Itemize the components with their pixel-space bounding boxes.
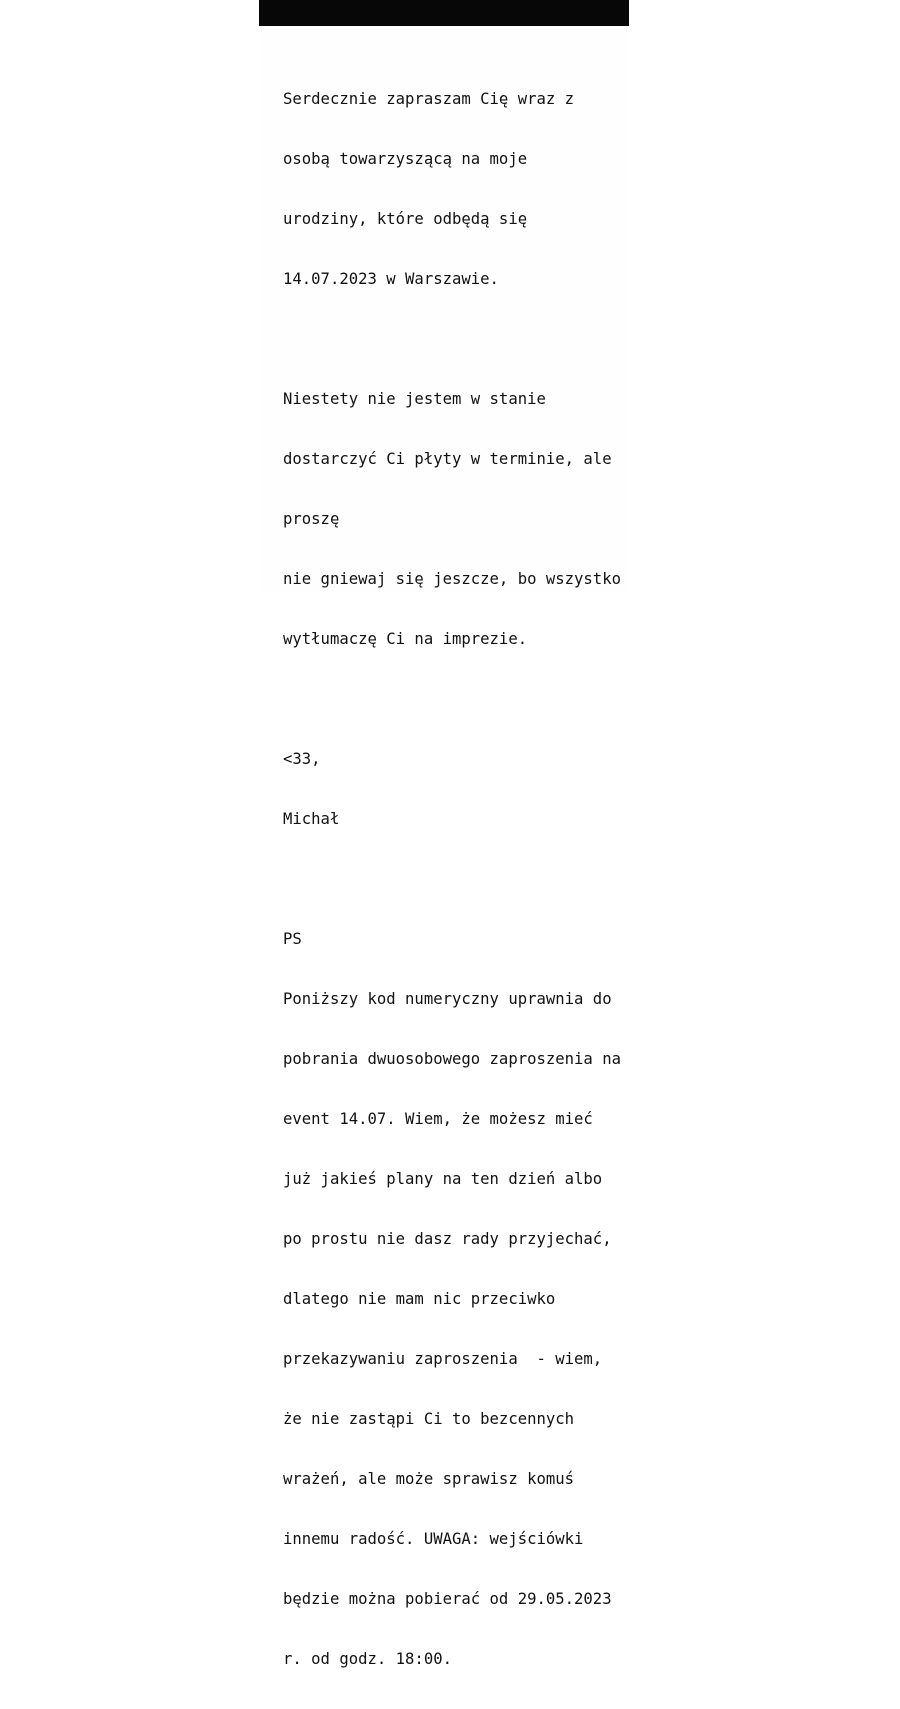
letter-line: już jakieś plany na ten dzień albo xyxy=(283,1170,603,1188)
letter-line: Poniższy kod numeryczny uprawnia do xyxy=(283,990,612,1008)
letter-line: że nie zastąpi Ci to bezcennych xyxy=(283,1410,575,1428)
letter-line: urodziny, które odbędą się xyxy=(283,210,528,228)
letter-line: będzie można pobierać od 29.05.2023 xyxy=(283,1590,612,1608)
letter-line: <33, xyxy=(283,750,321,768)
letter-line: Serdecznie zapraszam Cię wraz z xyxy=(283,90,575,108)
letter-line: wrażeń, ale może sprawisz komuś xyxy=(283,1470,575,1488)
letter-line xyxy=(283,329,623,349)
letter-line: pobrania dwuosobowego zaproszenia na xyxy=(283,1050,621,1068)
letter-line: innemu radość. UWAGA: wejściówki xyxy=(283,1530,584,1548)
letter-text xyxy=(283,49,623,1709)
letter-line: event 14.07. Wiem, że możesz mieć xyxy=(283,1110,593,1128)
top-black-bar xyxy=(259,0,629,26)
letter-line: dlatego nie mam nic przeciwko xyxy=(283,1290,556,1308)
letter-document xyxy=(259,0,629,1668)
letter-line: r. od godz. 18:00. xyxy=(283,1650,452,1668)
letter-line: 14.07.2023 w Warszawie. xyxy=(283,270,499,288)
letter-line xyxy=(283,689,623,709)
letter-line: PS xyxy=(283,930,302,948)
letter-line: Niestety nie jestem w stanie xyxy=(283,390,546,408)
letter-line: wytłumaczę Ci na imprezie. xyxy=(283,630,528,648)
letter-line: dostarczyć Ci płyty w terminie, ale xyxy=(283,450,612,468)
letter-line xyxy=(283,869,623,889)
letter-line: przekazywaniu zaproszenia - wiem, xyxy=(283,1350,603,1368)
letter-line: osobą towarzyszącą na moje xyxy=(283,150,528,168)
letter-line: Michał xyxy=(283,810,340,828)
letter-line: proszę xyxy=(283,510,340,528)
letter-line: po prostu nie dasz rady przyjechać, xyxy=(283,1230,612,1248)
letter-line: nie gniewaj się jeszcze, bo wszystko xyxy=(283,570,621,588)
